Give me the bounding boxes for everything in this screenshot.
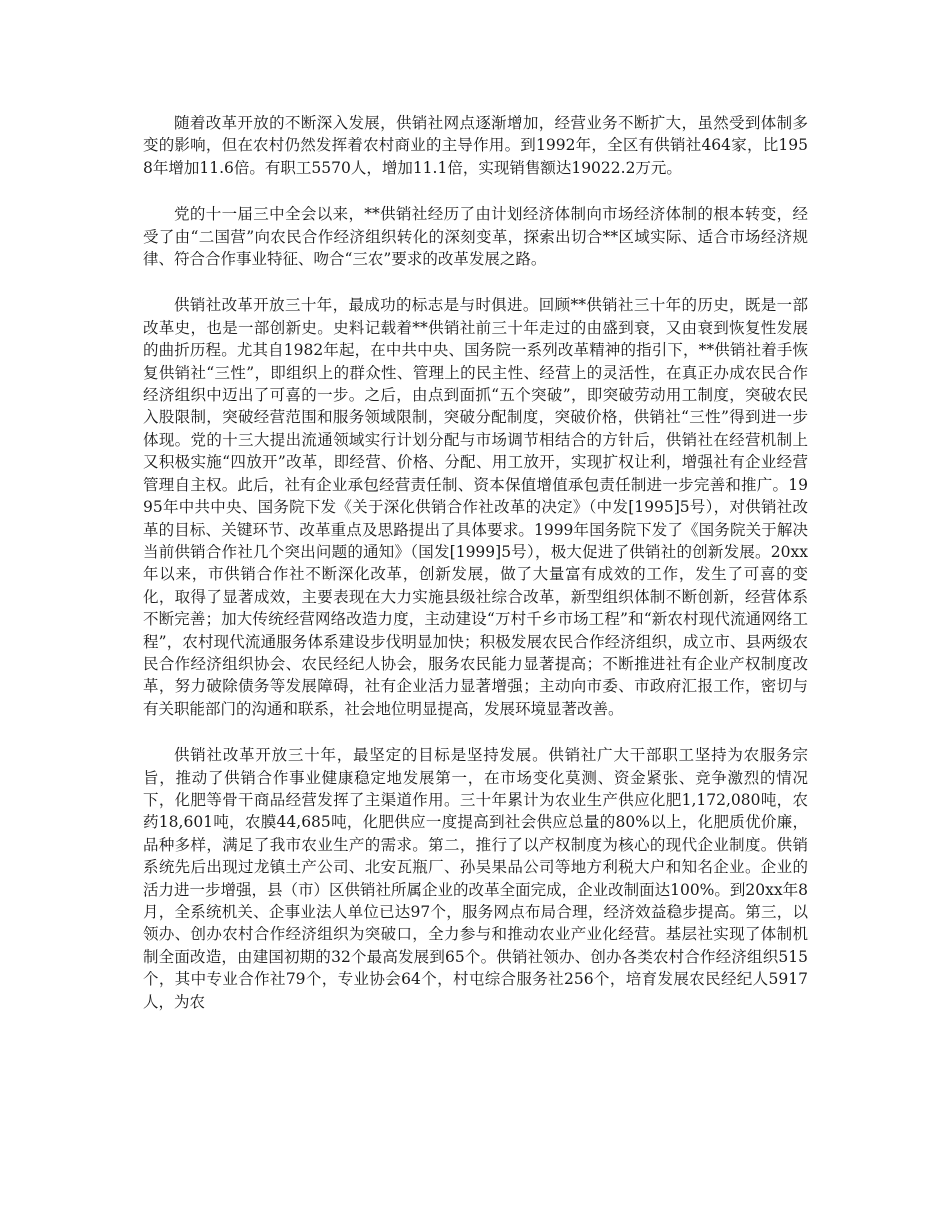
- paragraph-3: 供销社改革开放三十年，最成功的标志是与时俱进。回顾**供销社三十年的历史，既是一部改革史，也是一部创新史。史料记载着**供销社前三十年走过的由盛到衰，又由衰到恢复性发展的曲折历程。尤其自1982年起，在中共中央、国务院一系列改革精神的指引下，**供销社着手恢复供销社“三性”，即组织上的群众性、管理上的民主性、经营上的灵活性，在真正办成农民合作经济组织中迈出了可喜的一步。之后，由点到面抓“五个突破”，即突破劳动用工制度，突破农民入股限制，突破经营范围和服务领域限制，突破分配制度，突破价格，供销社“三性”得到进一步体现。党的十三大提出流通领域实行计划分配与市场调节相结合的方针后，供销社在经营机制上又积极实施“四放开”改革，即经营、价格、分配、用工放开，实现扩权让利，增强社有企业经营管理自主权。此后，社有企业承包经营责任制、资本保值增值承包责任制进一步完善和推广。1995年中共中央、国务院下发《关于深化供销合作社改革的决定》（中发[1995]5号），对供销社改革的目标、关键环节、改革重点及思路提出了具体要求。1999年国务院下发了《国务院关于解决当前供销合作社几个突出问题的通知》（国发[1999]5号），极大促进了供销社的创新发展。20xx年以来，市供销合作社不断深化改革，创新发展，做了大量富有成效的工作，发生了可喜的变化，取得了显著成效，主要表现在大力实施县级社综合改革，新型组织体制不断创新，经营体系不断完善；加大传统经营网络改造力度，主动建设“万村千乡市场工程”和“新农村现代流通网络工程”，农村现代流通服务体系建设步伐明显加快；积极发展农民合作经济组织，成立市、县两级农民合作经济组织协会、农民经纪人协会，服务农民能力显著提高；不断推进社有企业产权制度改革，努力破除债务等发展障碍，社有企业活力显著增强；主动向市委、市政府汇报工作，密切与有关职能部门的沟通和联系，社会地位明显提高，发展环境显著改善。: [143, 296, 808, 718]
- paragraph-2: 党的十一届三中全会以来，**供销社经历了由计划经济体制向市场经济体制的根本转变，经受了由“二国营”向农民合作经济组织转化的深刻变革，探索出切合**区域实际、适合市场经济规律、符合合作事业特征、吻合“三农”要求的改革发展之路。: [143, 205, 808, 269]
- document-body: [143, 112, 808, 1037]
- paragraph-1: 随着改革开放的不断深入发展，供销社网点逐渐增加，经营业务不断扩大，虽然受到体制多变的影响，但在农村仍然发挥着农村商业的主导作用。到1992年，全区有供销社464家，比1958年增加11.6倍。有职工5570人，增加11.1倍，实现销售额达19022.2万元。: [143, 114, 808, 177]
- paragraph-4: 供销社改革开放三十年，最坚定的目标是坚持发展。供销社广大干部职工坚持为农服务宗旨，推动了供销合作事业健康稳定地发展第一，在市场变化莫测、资金紧张、竞争激烈的情况下，化肥等骨干商品经营发挥了主渠道作用。三十年累计为农业生产供应化肥1,172,080吨，农药18,601吨，农膜44,685吨，化肥供应一度提高到社会供应总量的80%以上，化肥质优价廉，品种多样，满足了我市农业生产的需求。第二，推行了以产权制度为核心的现代企业制度。供销系统先后出现过龙镇土产公司、北安瓦瓶厂、孙吴果品公司等地方利税大户和知名企业。企业的活力进一步增强，县（市）区供销社所属企业的改革全面完成，企业改制面达100%。到20xx年8月，全系统机关、企事业法人单位已达97个，服务网点布局合理，经济效益稳步提高。第三，以领办、创办农村合作经济组织为突破口，全力参与和推动农业产业化经营。基层社实现了体制机制全面改造，由建国初期的32个最高发展到65个。供销社领办、创办各类农村合作经济组织515个，其中专业合作社79个，专业协会64个，村屯综合服务社256个，培育发展农民经纪人5917人，为农: [143, 746, 808, 1011]
